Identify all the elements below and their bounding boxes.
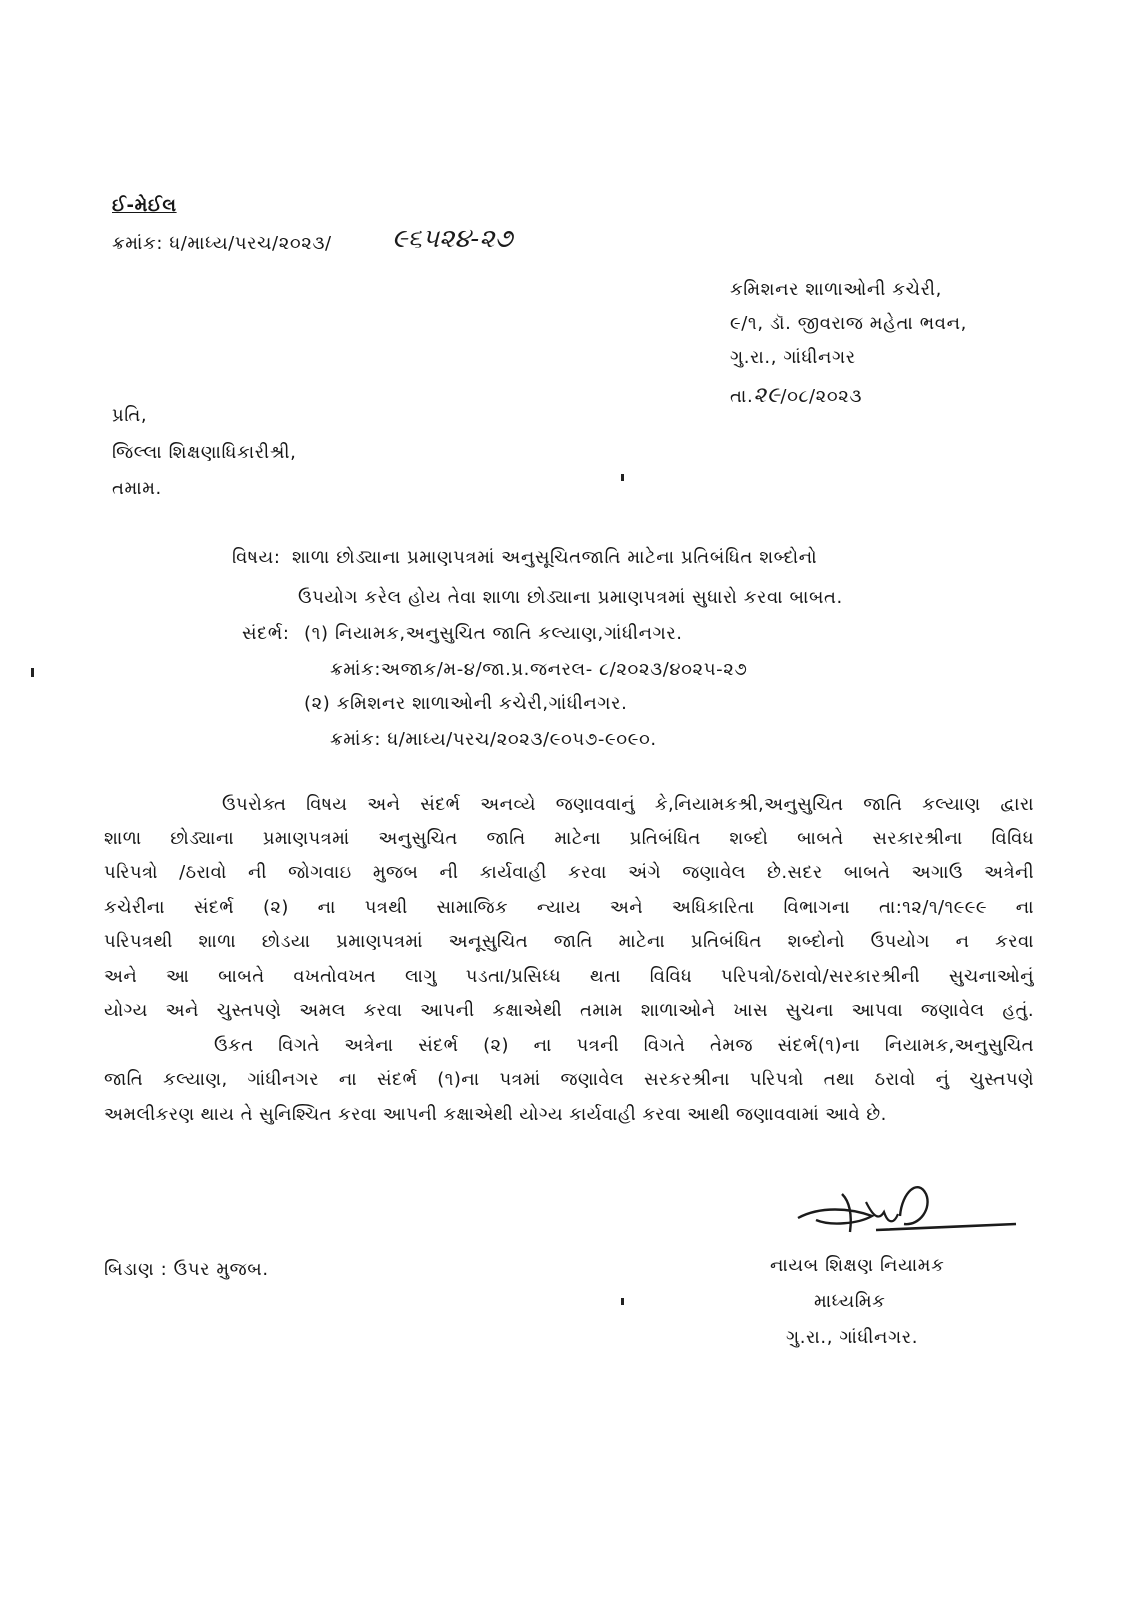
- references-label: સંદર્ભ:: [242, 623, 290, 644]
- reference-number-prefix: ક્રમાંક: ધ/માધ્ય/પરચ/૨૦૨૩/: [112, 233, 332, 254]
- office-city: ગુ.રા., ગાંધીનગર: [730, 347, 856, 368]
- office-address: ૯/૧, ડૉ. જીવરાજ મહેતા ભવન,: [730, 313, 967, 334]
- scan-mark: [31, 668, 34, 677]
- reference-number-handwritten: ૯૬૫૨૪-૨૭: [392, 224, 513, 254]
- enclosure-note: બિડાણ : ઉપર મુજબ.: [104, 1259, 269, 1280]
- body-line: પરિપત્રથી શાળા છોડયા પ્રમાણપત્રમાં અનૂસુચિત જાતિ માટેના પ્રતિબંધિત શબ્દોનો ઉપયોગ ન કરવા: [104, 931, 1034, 952]
- body-line: અને આ બાબતે વખતોવખત લાગુ પડતા/પ્રસિધ્ધ થતા વિવિધ પરિપત્રો/ઠરાવો/સરકારશ્રીની સુચનાઓનું: [104, 966, 1034, 987]
- date-rest: /૦૮/૨૦૨૩: [780, 386, 863, 407]
- reference-2-number: ક્રમાંક: ધ/માધ્ય/પરચ/૨૦૨૩/૯૦૫૭-૯૦૯૦.: [330, 729, 657, 750]
- body-line: જાતિ કલ્યાણ, ગાંધીનગર ના સંદર્ભ (૧)ના પત્રમાં જણાવેલ સરકરશ્રીના પરિપત્રો તથા ઠરાવો નું ચુસ્તપણે: [104, 1069, 1034, 1090]
- letter-date: [730, 384, 862, 409]
- body-line: ઉકત વિગતે અત્રેના સંદર્ભ (૨) ના પત્રની વિગતે તેમજ સંદર્ભ(૧)ના નિયામક,અનુસુચિત: [214, 1035, 1034, 1056]
- subject-line-1: શાળા છોડ્યાના પ્રમાણપત્રમાં અનુસૂચિતજાતિ માટેના પ્રતિબંધિત શબ્દોનો: [292, 547, 818, 568]
- reference-2-title: (૨) કમિશનર શાળાઓની કચેરી,ગાંધીનગર.: [304, 693, 628, 714]
- recipient-salutation: પ્રતિ,: [112, 405, 148, 426]
- body-line: ઉપરોક્ત વિષય અને સંદર્ભ અનવ્યે જણાવવાનું કે,નિયામકશ્રી,અનુસુચિત જાતિ કલ્યાણ દ્વારા: [222, 794, 1034, 815]
- signatory-location: ગુ.રા., ગાંધીનગર.: [786, 1327, 919, 1348]
- subject-line-2: ઉપયોગ કરેલ હોય તેવા શાળા છોડ્યાના પ્રમાણપત્રમાં સુધારો કરવા બાબત.: [298, 587, 843, 608]
- signatory-section: માધ્યમિક: [814, 1291, 886, 1312]
- scan-mark: [621, 474, 624, 481]
- date-day-handwritten: ૨૯: [753, 383, 781, 408]
- office-name: કમિશનર શાળાઓની કચેરી,: [730, 279, 942, 300]
- body-line: અમલીકરણ થાય તે સુનિશ્ચિત કરવા આપની કક્ષાએથી યોગ્ય કાર્યવાહી કરવા આથી જણાવવામાં આવે છે.: [104, 1104, 887, 1125]
- recipient-title: જિલ્લા શિક્ષણાધિકારીશ્રી,: [112, 442, 297, 463]
- reference-1-number: ક્રમાંક:અજાક/મ-૪/જા.પ્ર.જનરલ- ૮/૨૦૨૩/૪૦૨૫-૨૭: [330, 659, 748, 680]
- email-label: ઈ-મેઈલ: [112, 195, 177, 216]
- body-line: શાળા છોડ્યાના પ્રમાણપત્રમાં અનુસુચિત જાતિ માટેના પ્રતિબંધિત શબ્દો બાબતે સરકારશ્રીના વિવિધ: [104, 828, 1034, 849]
- signatory-designation: નાયબ શિક્ષણ નિયામક: [770, 1255, 945, 1276]
- body-line: પરિપત્રો /ઠરાવો ની જોગવાઇ મુજબ ની કાર્યવાહી કરવા અંગે જણાવેલ છે.સદર બાબતે અગાઉ અત્રેની: [104, 862, 1034, 883]
- signature-mark: [780, 1172, 1030, 1252]
- reference-1-title: (૧) નિયામક,અનુસુચિત જાતિ કલ્યાણ,ગાંધીનગર.: [304, 623, 683, 644]
- body-line: કચેરીના સંદર્ભ (૨) ના પત્રથી સામાજિક ન્યાય અને અધિકારિતા વિભાગના તા:૧૨/૧/૧૯૯૯ ના: [104, 897, 1034, 918]
- body-line: યોગ્ય અને ચુસ્તપણે અમલ કરવા આપની કક્ષાએથી તમામ શાળાઓને ખાસ સુચના આપવા જણાવેલ હતું.: [104, 1000, 1034, 1021]
- subject-label: વિષય:: [232, 547, 281, 568]
- recipient-scope: તમામ.: [112, 478, 162, 499]
- date-prefix: તા.: [730, 386, 754, 407]
- scan-mark: [621, 1298, 624, 1305]
